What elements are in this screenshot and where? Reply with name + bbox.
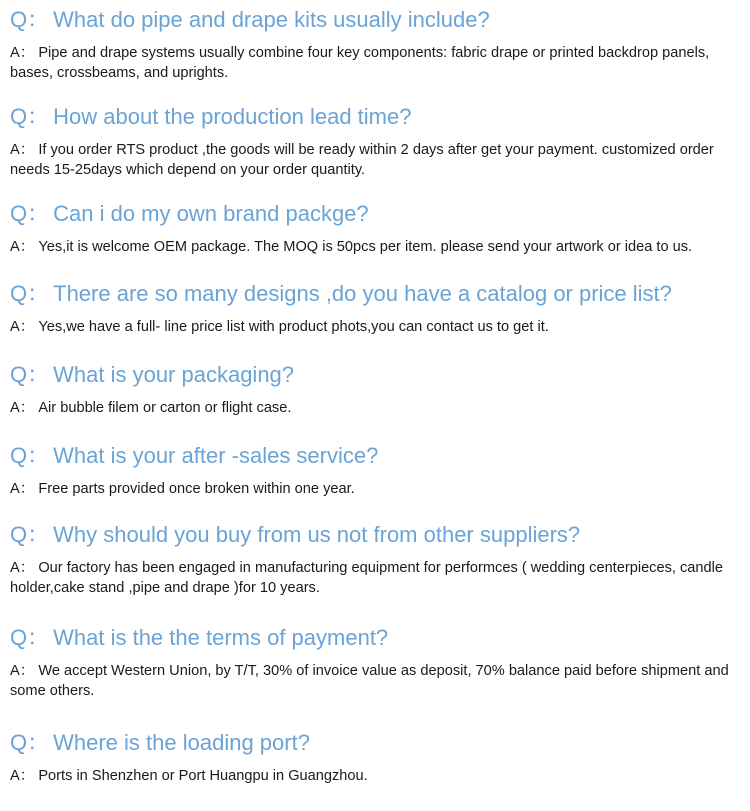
faq-question (10, 104, 744, 130)
answer-text: Yes,it is welcome OEM package. The MOQ is 50pcs per item. please send your artwork or idea to us. (38, 239, 693, 255)
faq-answer (10, 558, 744, 598)
answer-text: If you order RTS product ,the goods will be ready within 2 days after get your payment. customized order needs 15-25days which depend on your order quantity. (10, 142, 714, 178)
faq-item-5 (10, 362, 744, 418)
faq-answer (10, 237, 744, 257)
faq-question (10, 625, 744, 651)
question-prefix: Q： (10, 522, 50, 547)
answer-prefix: A： (10, 239, 35, 255)
faq-answer (10, 661, 744, 701)
answer-text: Pipe and drape systems usually combine four key components: fabric drape or printed backdrop panels, bases, crossbeams, and uprights. (10, 45, 710, 81)
faq-question (10, 443, 744, 469)
question-text: What is the the terms of payment? (53, 625, 389, 650)
question-prefix: Q： (10, 201, 50, 226)
faq-question (10, 362, 744, 388)
faq-item-7 (10, 522, 744, 598)
question-text: What do pipe and drape kits usually include? (53, 7, 490, 32)
answer-text: Free parts provided once broken within one year. (38, 481, 355, 497)
answer-prefix: A： (10, 142, 35, 158)
question-prefix: Q： (10, 362, 50, 387)
faq-item-2 (10, 104, 744, 180)
answer-text: Our factory has been engaged in manufacturing equipment for performces ( wedding centerpieces, candle holder,cake stand ,pipe and drape )for 10 years. (10, 560, 724, 596)
faq-item-9 (10, 730, 744, 786)
answer-prefix: A： (10, 663, 35, 679)
question-prefix: Q： (10, 443, 50, 468)
faq-answer (10, 766, 744, 786)
question-prefix: Q： (10, 281, 50, 306)
question-prefix: Q： (10, 730, 50, 755)
faq-answer (10, 43, 744, 83)
question-prefix: Q： (10, 625, 50, 650)
faq-question (10, 522, 744, 548)
question-text: There are so many designs ,do you have a catalog or price list? (53, 281, 672, 306)
question-prefix: Q： (10, 104, 50, 129)
question-text: What is your packaging? (53, 362, 295, 387)
answer-prefix: A： (10, 768, 35, 784)
faq-item-1 (10, 7, 744, 83)
faq-answer (10, 398, 744, 418)
question-text: Why should you buy from us not from other suppliers? (53, 522, 581, 547)
faq-item-4 (10, 281, 744, 337)
answer-text: Ports in Shenzhen or Port Huangpu in Guangzhou. (38, 768, 368, 784)
answer-prefix: A： (10, 319, 35, 335)
faq-item-6 (10, 443, 744, 499)
answer-text: Air bubble filem or carton or flight case. (38, 400, 292, 416)
answer-prefix: A： (10, 481, 35, 497)
faq-answer (10, 317, 744, 337)
faq-question (10, 7, 744, 33)
answer-prefix: A： (10, 560, 35, 576)
question-text: Can i do my own brand packge? (53, 201, 369, 226)
question-text: Where is the loading port? (53, 730, 310, 755)
faq-item-8 (10, 625, 744, 701)
question-prefix: Q： (10, 7, 50, 32)
faq-answer (10, 479, 744, 499)
faq-question (10, 201, 744, 227)
answer-text: We accept Western Union, by T/T, 30% of invoice value as deposit, 70% balance paid before shipment and some others. (10, 663, 729, 699)
question-text: What is your after -sales service? (53, 443, 379, 468)
faq-item-3 (10, 201, 744, 257)
question-text: How about the production lead time? (53, 104, 412, 129)
faq-answer (10, 140, 744, 180)
answer-prefix: A： (10, 400, 35, 416)
faq-question (10, 281, 744, 307)
answer-prefix: A： (10, 45, 35, 61)
answer-text: Yes,we have a full- line price list with product phots,you can contact us to get it. (38, 319, 549, 335)
faq-question (10, 730, 744, 756)
